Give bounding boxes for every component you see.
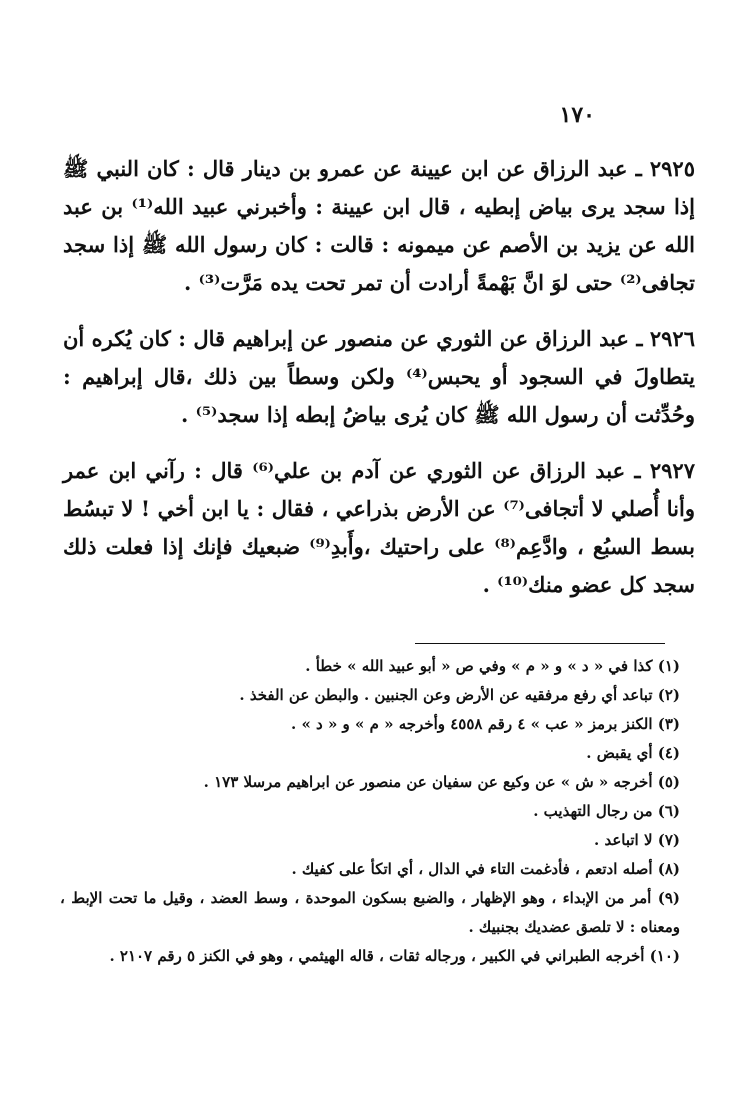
hadith-2926 bbox=[63, 320, 695, 434]
hadith-2927 bbox=[63, 452, 695, 604]
hadith-list bbox=[63, 150, 695, 622]
hadith-number: ٢٩٢٧ bbox=[649, 458, 695, 483]
footnotes bbox=[60, 652, 680, 971]
footnote-divider bbox=[415, 643, 665, 644]
footnote-1: (١) كذا في « د » و « م » وفي ص « أبو عبيد الله » خطأ . bbox=[305, 657, 680, 675]
hadith-text: ـ عبد الرزاق عن الثوري عن منصور عن إبراهيم قال : كان يُكره أن يتطاولَ في السجود أو يحبس⁽⁴⁾ ولكن وسطاً بين ذلك ،قال إبراهيم : وحُدِّثت أن رسول الله ﷺ كان يُرى بياضُ إبطه إذا سجد⁽⁵⁾ . bbox=[63, 326, 695, 427]
hadith-number: ٢٩٢٦ bbox=[649, 326, 695, 351]
footnote-8: (٨) أصله ادتعم ، فأدغمت التاء في الدال ، أي اتكأ على كفيك . bbox=[291, 860, 680, 878]
footnote-7: (٧) لا اتباعد . bbox=[594, 831, 680, 849]
footnote-4: (٤) أي يقبض . bbox=[586, 744, 680, 762]
hadith-text: ـ عبد الرزاق عن الثوري عن آدم بن علي⁽⁶⁾ قال : رآني ابن عمر وأنا أُصلي لا أتجافى⁽⁷⁾ عن الأرض بذراعي ، فقال : يا ابن أخي ! لا تبسُط بسط السبُع ، وادَّعِم⁽⁸⁾ على راحتيك ،وأَبدِ⁽⁹⁾ ضبعيك فإنك إذا فعلت ذلك سجد كل عضو منك⁽¹⁰⁾ . bbox=[63, 458, 695, 597]
footnote-2: (٢) تباعد أي رفع مرفقيه عن الأرض وعن الجنبين . والبطن عن الفخذ . bbox=[239, 686, 680, 704]
footnote-5: (٥) أخرجه « ش » عن وكيع عن سفيان عن منصور عن ابراهيم مرسلا ١٧٣ . bbox=[203, 773, 680, 791]
hadith-text: ـ عبد الرزاق عن ابن عيينة عن عمرو بن دينار قال : كان النبي ﷺ إذا سجد يرى بياض إبطيه ، قال ابن عيينة : وأخبرني عبيد الله⁽¹⁾ بن عبد الله عن يزيد بن الأصم عن ميمونه : قالت : كان رسول الله ﷺ إذا سجد تجافى⁽²⁾ حتى لوَ انَّ بَهْمةً أرادت أن تمر تحت يده مَرَّت⁽³⁾ . bbox=[63, 156, 695, 295]
hadith-2925 bbox=[63, 150, 695, 302]
footnote-10: (١٠) أخرجه الطبراني في الكبير ، ورجاله ثقات ، قاله الهيثمي ، وهو في الكنز ٥ رقم ٢١٠٧ . bbox=[109, 947, 680, 965]
footnote-3: (٣) الكنز برمز « عب » ٤ رقم ٤٥٥٨ وأخرجه « م » و « د » . bbox=[291, 715, 680, 733]
page-number: ١٧٠ bbox=[559, 102, 595, 128]
footnote-6: (٦) من رجال التهذيب . bbox=[533, 802, 680, 820]
hadith-number: ٢٩٢٥ bbox=[649, 156, 695, 181]
footnote-9: (٩) أمر من الإبداء ، وهو الإظهار ، والضبع بسكون الموحدة ، وسط العضد ، وقيل ما تحت الإبط ، ومعناه : لا تلصق عضديك بجنبيك . bbox=[60, 889, 680, 936]
